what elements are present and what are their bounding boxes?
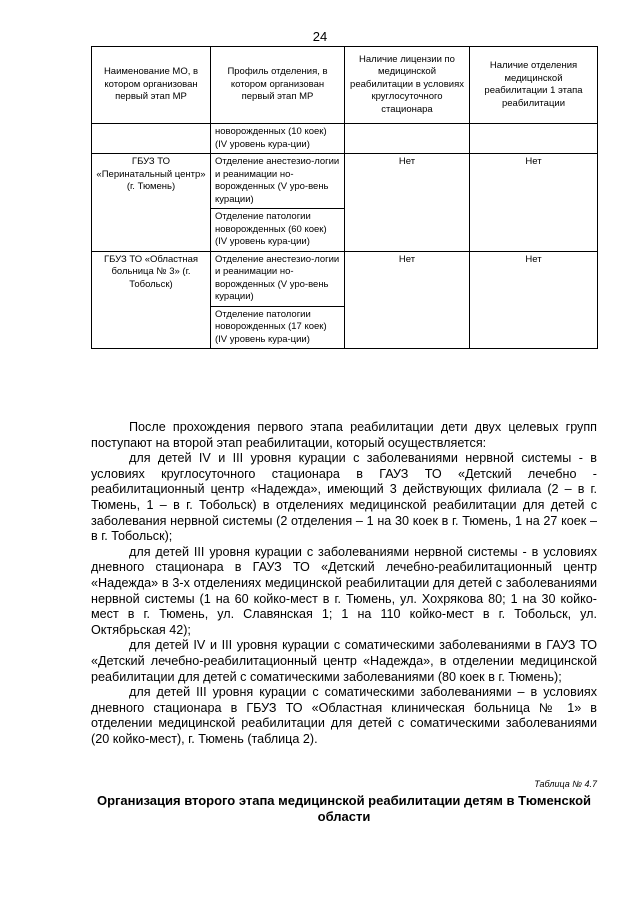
table-cell: Отделение анестезио-логии и реанимации но-ворожденных (V уро-вень курации) [211, 154, 345, 209]
table-cell: Отделение анестезио-логии и реанимации но-ворожденных (V уро-вень курации) [211, 251, 345, 306]
table-header-row [92, 47, 598, 124]
table-cell-license: Нет [345, 154, 470, 252]
table-cell: Отделение патологии новорожденных (60 коек) (IV уровень кура-ции) [211, 209, 345, 252]
table-row [92, 154, 598, 209]
page-number: 24 [312, 29, 328, 44]
table-cell-license: Нет [345, 251, 470, 349]
paragraph: для детей III уровня курации с заболеваниями нервной системы - в условиях дневного стационара в ГАУЗ ТО «Детский лечебно-реабилитационный центр «Надежда» в 3-х отделениях медицинской реабилитации для детей с заболеваниями нервной системы (1 на 60 койко-мест в г. Тюмень, ул. Хохрякова 80; 1 на 30 койко-мест в г. Тюмень, ул. Славянская 1; 1 на 110 койко-мест в г. Тобольск, ул. Октябрьская 42); [91, 544, 597, 637]
header-mo: Наименование МО, в котором организован первый этап МР [92, 47, 211, 124]
paragraph: После прохождения первого этапа реабилитации дети двух целевых групп поступают на второй этап реабилитации, который осуществляется: [91, 420, 597, 450]
header-profile: Профиль отделения, в котором организован первый этап МР [211, 47, 345, 124]
rehab-table [91, 46, 598, 349]
table-cell-department: Нет [470, 154, 598, 252]
table-cell: новорожденных (10 коек) (IV уровень кура-ции) [211, 124, 345, 154]
table-cell-mo: ГБУЗ ТО «Областная больница № 3» (г. Тобольск) [92, 251, 211, 349]
table-title: Организация второго этапа медицинской реабилитации детям в Тюменской области [96, 793, 592, 824]
table-cell-department: Нет [470, 251, 598, 349]
body-text [91, 420, 597, 747]
table-row [92, 124, 598, 154]
paragraph: для детей IV и III уровня курации с заболеваниями нервной системы - в условиях круглосуточного стационара в ГАУЗ ТО «Детский лечебно - реабилитационный центр «Надежда», имеющий 3 действующих филиала (2 – в г. Тюмень, 1 – в г. Тобольск) в отделениях медицинской реабилитации для детей с заболевания нервной системы (2 отделения – 1 на 30 коек в г. Тюмень, 1 на 27 коек – в г. Тобольск); [91, 451, 597, 544]
header-license: Наличие лицензии по медицинской реабилитации в условиях круглосуточного стационара [345, 47, 470, 124]
table-row [92, 251, 598, 306]
header-department: Наличие отделения медицинской реабилитации 1 этапа реабилитации [470, 47, 598, 124]
table-cell-mo: ГБУЗ ТО «Перинатальный центр» (г. Тюмень) [92, 154, 211, 252]
paragraph: для детей III уровня курации с соматическими заболеваниями – в условиях дневного стационара в ГБУЗ ТО «Областная клиническая больница № 1» в отделении медицинской реабилитации для детей с соматическими заболеваниями (20 койко-мест), г. Тюмень (таблица 2). [91, 685, 597, 746]
table-cell: Отделение патологии новорожденных (17 коек) (IV уровень кура-ции) [211, 306, 345, 349]
table-label: Таблица № 4.7 [534, 779, 597, 789]
paragraph: для детей IV и III уровня курации с соматическими заболеваниями в ГАУЗ ТО «Детский лечебно-реабилитационный центр «Надежда», в отделении медицинской реабилитации для детей с соматическими заболеваниями (80 коек в г. Тюмень); [91, 638, 597, 684]
